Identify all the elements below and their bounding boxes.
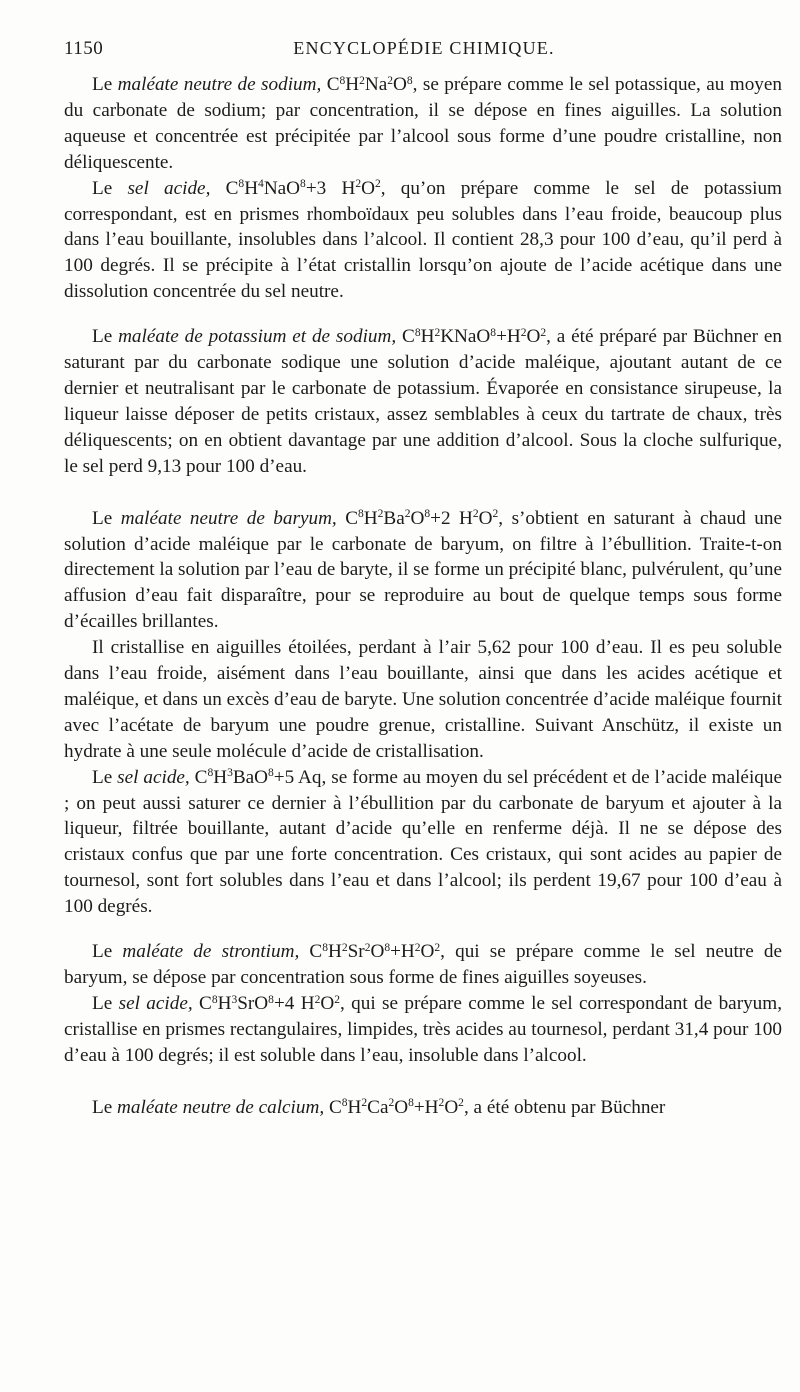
paragraph-text: , qui se prépare comme le sel correspondant de baryum, cristallise en prismes rectangulaires, limpides, très acides au tournesol, perdant 31,4 pour 100 d’eau à 100 degrés; il est soluble dans l’eau, insoluble dans l’alcool. xyxy=(64,992,782,1066)
formula-part: Ca xyxy=(367,1096,389,1118)
formula-superscript: 2 xyxy=(355,178,362,191)
formula-superscript: 3 xyxy=(227,767,233,780)
formula-part: H xyxy=(345,74,360,95)
formula-superscript: 8 xyxy=(408,1097,414,1110)
paragraph xyxy=(64,176,782,306)
formula-part: O xyxy=(478,507,493,529)
paragraph xyxy=(64,765,782,920)
paragraph-text: , se forme au moyen du sel précédent et de l’acide maléique ; on peut aussi saturer ce dernier à l’ébullition par du carbonate de baryum et ajouter à la liqueur, filtrée bouillante, autant d’acide qu’elle en renferme déjà. Il ne se dépose des cristaux confus que par une forte concentration. Ces cristaux, qui sont acides au papier de tournesol, sont fort solubles dans l’eau et dans l’alcool; ils perdent 19,67 pour 100 d’eau à 100 degrés. xyxy=(64,766,782,918)
formula-part: C xyxy=(199,992,212,1014)
formula-superscript: 2 xyxy=(377,508,384,521)
formula-superscript: 2 xyxy=(540,326,547,339)
formula-part: C xyxy=(194,766,208,788)
paragraph-text: , a été obtenu par Büchner xyxy=(463,1096,666,1118)
formula-superscript: 8 xyxy=(490,326,497,339)
formula-superscript: 2 xyxy=(334,993,340,1006)
formula-superscript: 4 xyxy=(258,178,264,191)
chemical-formula xyxy=(309,941,440,962)
formula-part: +H xyxy=(496,326,521,348)
formula-part: O xyxy=(444,1096,459,1118)
formula-superscript: 2 xyxy=(314,993,321,1006)
paragraph-text: Il cristallise en aiguilles étoilées, perdant à l’air 5,62 pour 100 d’eau. Il es peu soluble dans l’eau froide, aisément dans l’eau bouillante, ainsi que dans les acides acétique et maléique, et dans un excès d’eau de baryte. Une solution concentrée d’acide maléique fournit avec l’acétate de baryum une poudre grenue, cristalline. Suivant Anschütz, il existe un hydrate à une seule molécule d’acide de cristallisation. xyxy=(64,637,782,762)
formula-part: NaO xyxy=(263,177,301,199)
formula-superscript: 2 xyxy=(361,1097,368,1110)
paragraph-text: , se prépare comme le sel potassique, au moyen du carbonate de sodium; par concentration, il se dépose en fines aiguilles. La solution aqueuse et concentrée est précipitée par l’alcool sous forme d’une poudre cristalline, non déliquescente. xyxy=(64,74,783,173)
chemical-formula xyxy=(345,508,498,529)
chemical-formula xyxy=(327,74,413,95)
formula-superscript: 8 xyxy=(322,941,328,954)
formula-superscript: 3 xyxy=(231,993,238,1006)
formula-part: Ba xyxy=(383,507,405,529)
running-head: ENCYCLOPÉDIE CHIMIQUE. xyxy=(293,38,555,58)
formula-part: O xyxy=(361,177,375,199)
formula-superscript: 2 xyxy=(388,1097,395,1110)
formula-part: C xyxy=(326,74,340,95)
chemical-formula xyxy=(195,767,322,788)
formula-part: H xyxy=(347,1096,362,1118)
paragraph-lead: Le xyxy=(92,766,118,788)
paragraph-text: , a été préparé par Büchner en saturant par du carbonate sodique une solution d’acide maléique, ajoutant autant de ce dernier et neutralisant par le carbonate de potassium. Évaporée en consistance sirupeuse, la liqueur laisse déposer de petits cristaux, assez semblables à ceux du tartrate de chaux, très déliquescents; on en obtient davantage par une addition d’alcool. Sous la cloche sulfurique, le sel perd 9,13 pour 100 d’eau. xyxy=(64,326,782,477)
formula-superscript: 8 xyxy=(341,1097,348,1110)
formula-superscript: 8 xyxy=(300,178,306,191)
formula-part: +H xyxy=(413,1096,439,1118)
compound-name: maléate de potassium et de sodium, xyxy=(118,326,397,348)
paragraph-lead: Le xyxy=(92,1096,118,1118)
formula-superscript: 2 xyxy=(359,74,365,87)
formula-superscript: 8 xyxy=(406,74,413,87)
paragraph xyxy=(64,635,782,765)
paragraph xyxy=(64,72,782,176)
formula-superscript: 2 xyxy=(434,326,441,339)
formula-superscript: 8 xyxy=(339,74,346,87)
formula-part: +5 Aq xyxy=(273,766,322,788)
formula-superscript: 8 xyxy=(211,993,218,1006)
formula-superscript: 2 xyxy=(341,941,348,954)
paragraph xyxy=(64,939,782,991)
formula-part: Na xyxy=(364,74,388,95)
formula-part: H xyxy=(217,992,232,1014)
formula-part: C xyxy=(225,177,239,199)
chemical-formula xyxy=(402,326,546,347)
paragraph-lead: Le xyxy=(92,992,119,1014)
formula-superscript: 8 xyxy=(268,993,274,1006)
formula-part: H xyxy=(420,326,435,348)
formula-superscript: 2 xyxy=(374,178,381,191)
formula-part: +3 H xyxy=(305,177,356,199)
formula-superscript: 2 xyxy=(364,941,371,954)
formula-part: C xyxy=(328,1096,342,1118)
paragraph xyxy=(64,324,782,479)
paragraph-text: , qu’on prépare comme le sel de potassium correspondant, est en prismes rhomboïdaux peu solubles dans l’eau froide, beaucoup plus dans l’eau bouillante, insolubles dans l’alcool. Il contient 28,3 pour 100 d’eau, qu’il perd à 100 degrés. Il se précipite à l’état cristallin lorsqu’on ajoute de l’acide acétique dans une dissolution concentrée du sel neutre. xyxy=(64,177,782,303)
paragraph-lead: Le xyxy=(92,74,118,95)
formula-superscript: 2 xyxy=(458,1097,464,1110)
formula-part: O xyxy=(410,507,425,529)
formula-part: C xyxy=(345,507,359,529)
page-number: 1150 xyxy=(64,38,104,59)
compound-name: maléate neutre de baryum, xyxy=(120,507,337,529)
formula-part: C xyxy=(309,941,323,963)
formula-superscript: 2 xyxy=(438,1097,445,1110)
formula-part: +2 H xyxy=(430,507,473,529)
chemical-formula xyxy=(199,993,340,1014)
formula-part: +H xyxy=(390,941,415,963)
compound-name: sel acide, xyxy=(118,992,193,1014)
chemical-formula xyxy=(329,1097,464,1118)
formula-part: H xyxy=(213,766,228,788)
formula-part: H xyxy=(244,177,259,199)
formula-part: O xyxy=(320,992,335,1014)
chemical-formula xyxy=(226,178,381,199)
formula-part: KNaO xyxy=(440,326,491,348)
paragraph-lead: Le xyxy=(92,326,119,348)
page-header xyxy=(64,38,784,64)
formula-superscript: 2 xyxy=(414,941,421,954)
formula-superscript: 8 xyxy=(238,178,245,191)
formula-superscript: 2 xyxy=(404,508,411,521)
compound-name: maléate neutre de calcium, xyxy=(117,1096,325,1118)
formula-superscript: 2 xyxy=(387,74,394,87)
paragraph xyxy=(64,991,782,1069)
formula-part: O xyxy=(526,326,541,348)
body-text xyxy=(64,72,782,1121)
formula-part: SrO xyxy=(237,992,269,1014)
paragraph-lead: Le xyxy=(92,941,123,963)
formula-superscript: 2 xyxy=(472,508,479,521)
compound-name: maléate de strontium, xyxy=(122,941,300,963)
paragraph-lead: Le xyxy=(92,177,128,199)
formula-part: Sr xyxy=(347,941,365,963)
formula-superscript: 8 xyxy=(384,941,391,954)
paragraph xyxy=(64,1095,782,1121)
paragraph-lead: Le xyxy=(92,507,121,529)
formula-part: H xyxy=(363,507,378,529)
compound-name: sel acide, xyxy=(117,766,190,788)
formula-superscript: 2 xyxy=(434,941,441,954)
formula-part: O xyxy=(420,941,435,963)
formula-part: H xyxy=(328,941,342,963)
formula-superscript: 8 xyxy=(414,326,421,339)
formula-part: O xyxy=(393,74,407,95)
paragraph-text: , s’obtient en saturant à chaud une solution d’acide maléique par le carbonate de baryum, on filtre à l’ébullition. Traite-t-on directement la solution par l’eau de baryte, il se forme un précipité blanc, pulvérulent, qu’une affusion d’eau fait disparaître, pour se reproduire au bout de quelque temps sous forme d’écailles brillantes. xyxy=(64,507,782,633)
formula-superscript: 2 xyxy=(492,508,499,521)
formula-superscript: 8 xyxy=(358,508,364,521)
formula-part: O xyxy=(394,1096,409,1118)
compound-name: sel acide, xyxy=(127,177,211,199)
formula-superscript: 8 xyxy=(268,767,274,780)
formula-part: BaO xyxy=(232,766,269,788)
formula-superscript: 8 xyxy=(207,767,214,780)
compound-name: maléate neutre de sodium, xyxy=(117,74,322,95)
formula-superscript: 2 xyxy=(520,326,527,339)
formula-superscript: 8 xyxy=(424,508,431,521)
paragraph-text: , qui se prépare comme le sel neutre de baryum, se dépose par concentration sous forme de fines aiguilles soyeuses. xyxy=(64,941,782,988)
paragraph xyxy=(64,506,782,636)
formula-part: +4 H xyxy=(273,992,315,1014)
formula-part: O xyxy=(370,941,385,963)
formula-part: C xyxy=(402,326,415,348)
